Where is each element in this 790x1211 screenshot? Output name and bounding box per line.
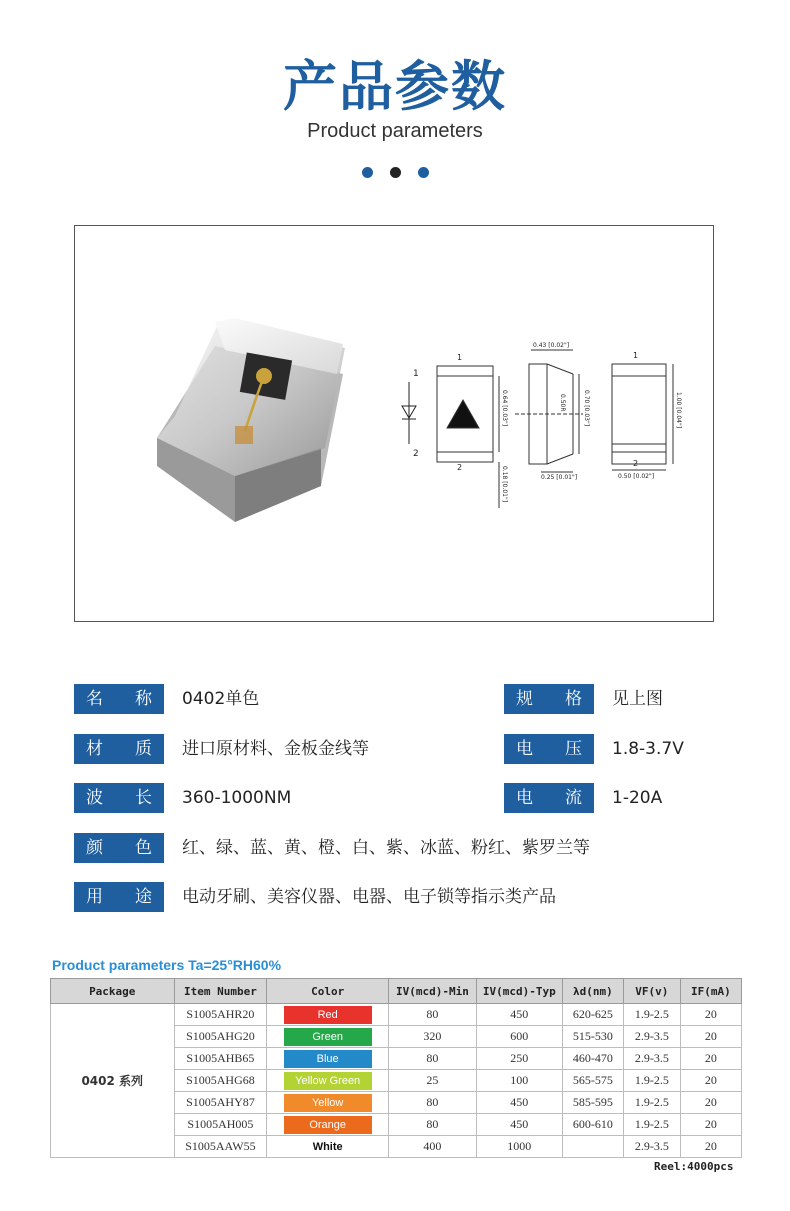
item-number-cell: S1005AHG68 [174,1070,267,1092]
item-number-cell: S1005AHR20 [174,1004,267,1026]
table-header-row [51,979,742,1004]
spec-value: 红、绿、蓝、黄、橙、白、紫、冰蓝、粉红、紫罗兰等 [182,838,590,858]
dim-070: 0.70 [0.03"] [583,390,590,427]
header-iv-min: IV(mcd)-Min [389,979,477,1004]
spec-value: 0402单色 [182,689,260,709]
decorative-dots [362,167,428,179]
dim-018: 0.18 [0.01"] [501,466,508,503]
header-if: IF(mA) [680,979,741,1004]
header-wavelength: λd(nm) [562,979,623,1004]
spec-label-char: 格 [565,689,582,709]
item-number-cell: S1005AAW55 [174,1136,267,1158]
dot-icon [390,167,401,178]
if-cell: 20 [680,1026,741,1048]
reel-note: Reel:4000pcs [654,1160,734,1173]
top-pin2: 2 [457,463,463,472]
color-swatch: Yellow Green [284,1072,372,1090]
color-cell [267,1048,389,1070]
spec-label-char: 颜 [86,838,103,858]
item-number-cell: S1005AHY87 [174,1092,267,1114]
color-cell [267,1026,389,1048]
vf-cell: 1.9-2.5 [623,1070,680,1092]
wavelength-cell: 600-610 [562,1114,623,1136]
if-cell: 20 [680,1004,741,1026]
spec-value: 1.8-3.7V [612,739,684,759]
page-title: 产品参数 [283,55,507,118]
iv-min-cell: 25 [389,1070,477,1092]
iv-min-cell: 400 [389,1136,477,1158]
dim-100: 1.00 [0.04"] [675,392,682,429]
iv-typ-cell: 600 [476,1026,562,1048]
spec-value: 电动牙刷、美容仪器、电器、电子锁等指示类产品 [182,887,556,907]
spec-label-char: 色 [135,838,152,858]
product-illustration [75,226,713,621]
pin2-label: 2 [413,449,419,459]
page-subtitle: Product parameters [307,120,483,142]
color-cell [267,1136,389,1158]
color-swatch: Blue [284,1050,372,1068]
spec-label-char: 用 [86,887,103,907]
top-pin1: 1 [457,353,463,362]
spec-label-char: 电 [516,788,533,808]
vf-cell: 1.9-2.5 [623,1004,680,1026]
iv-typ-cell: 450 [476,1004,562,1026]
spec-label-char: 途 [135,887,152,907]
color-swatch: Green [284,1028,372,1046]
dim-025: 0.25 [0.01"] [541,474,578,481]
if-cell: 20 [680,1048,741,1070]
dot-icon [362,167,373,178]
iv-typ-cell: 100 [476,1070,562,1092]
spec-label-char: 规 [516,689,533,709]
led-chip-photo [157,318,345,522]
spec-label-char: 材 [86,739,103,759]
iv-min-cell: 80 [389,1092,477,1114]
table-row [51,1004,742,1026]
spec-label-char: 流 [565,788,582,808]
color-cell [267,1070,389,1092]
table-title: Product parameters Ta=25°RH60% [52,957,282,973]
dim-043: 0.43 [0.02"] [533,342,570,349]
if-cell: 20 [680,1114,741,1136]
side-view-drawing [515,350,583,472]
top-view-drawing [437,366,499,508]
color-cell [267,1004,389,1026]
bottom-view-drawing [612,364,673,470]
iv-typ-cell: 1000 [476,1136,562,1158]
iv-min-cell: 80 [389,1114,477,1136]
header-color: Color [267,979,389,1004]
iv-typ-cell: 450 [476,1114,562,1136]
spec-label-char: 波 [86,788,103,808]
if-cell: 20 [680,1092,741,1114]
item-number-cell: S1005AH005 [174,1114,267,1136]
wavelength-cell [562,1136,623,1158]
iv-min-cell: 80 [389,1004,477,1026]
spec-value: 见上图 [612,689,663,709]
wavelength-cell: 460-470 [562,1048,623,1070]
spec-value: 进口原材料、金板金线等 [182,739,369,759]
dim-050: 0.50 [0.02"] [618,473,655,480]
item-number-cell: S1005AHG20 [174,1026,267,1048]
params-table [50,978,742,1158]
header-iv-typ: IV(mcd)-Typ [476,979,562,1004]
if-cell: 20 [680,1070,741,1092]
iv-typ-cell: 250 [476,1048,562,1070]
header-vf: VF(v) [623,979,680,1004]
iv-min-cell: 80 [389,1048,477,1070]
spec-label-char: 压 [565,739,582,759]
iv-typ-cell: 450 [476,1092,562,1114]
header-package: Package [51,979,175,1004]
vf-cell: 1.9-2.5 [623,1114,680,1136]
color-swatch: Yellow [284,1094,372,1112]
dim-064: 0.64 [0.03"] [501,390,508,427]
package-cell: 0402 系列 [51,1004,175,1158]
spec-value: 360-1000NM [182,788,292,808]
color-swatch: Orange [284,1116,372,1134]
bottom-pin1: 1 [633,351,639,360]
wavelength-cell: 585-595 [562,1092,623,1114]
pin1-label: 1 [413,369,419,379]
spec-label-char: 名 [86,689,103,709]
iv-min-cell: 320 [389,1026,477,1048]
spec-value: 1-20A [612,788,663,808]
spec-label-char: 电 [516,739,533,759]
wavelength-cell: 620-625 [562,1004,623,1026]
color-swatch: Red [284,1006,372,1024]
if-cell: 20 [680,1136,741,1158]
color-cell [267,1092,389,1114]
vf-cell: 2.9-3.5 [623,1026,680,1048]
bottom-pin2: 2 [633,459,639,468]
dim-r: 0.50R [559,394,566,412]
color-cell [267,1114,389,1136]
vf-cell: 2.9-3.5 [623,1136,680,1158]
vf-cell: 1.9-2.5 [623,1092,680,1114]
wavelength-cell: 515-530 [562,1026,623,1048]
spec-label-char: 称 [135,689,152,709]
dot-icon [418,167,429,178]
header-item: Item Number [174,979,267,1004]
diode-symbol [402,382,416,444]
item-number-cell: S1005AHB65 [174,1048,267,1070]
spec-label-char: 质 [135,739,152,759]
product-image-frame [74,225,714,622]
spec-label-char: 长 [135,788,152,808]
wavelength-cell: 565-575 [562,1070,623,1092]
vf-cell: 2.9-3.5 [623,1048,680,1070]
color-swatch: White [284,1138,372,1156]
